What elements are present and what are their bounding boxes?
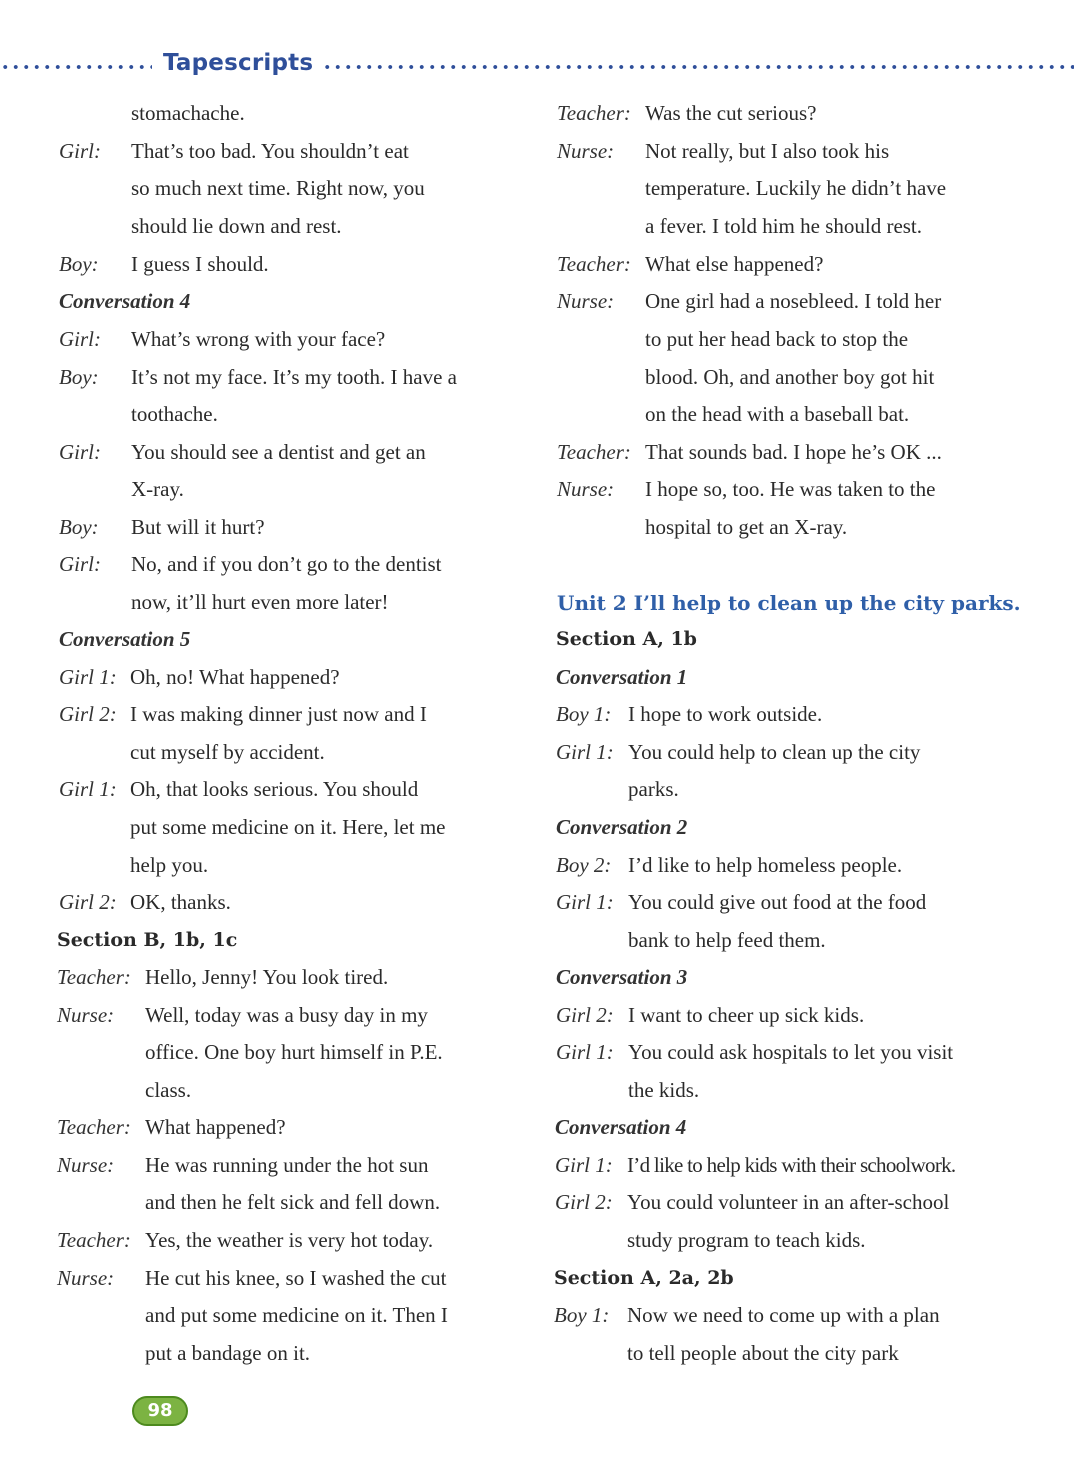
- dialogue-line: I’d like to help kids with their schoolwork.: [627, 1153, 956, 1177]
- dialogue-line: It’s not my face. It’s my tooth. I have a: [131, 365, 458, 389]
- dialogue-line: and put some medicine on it. Then I: [145, 1303, 448, 1327]
- speaker-label: Nurse:: [57, 1003, 115, 1027]
- dialogue-line: You could ask hospitals to let you visit: [628, 1040, 954, 1064]
- conversation-heading: Conversation 3: [556, 965, 688, 989]
- speaker-label: Girl:: [59, 327, 101, 351]
- speaker-label: Girl 1:: [59, 665, 117, 689]
- dialogue-line: to put her head back to stop the: [645, 327, 909, 351]
- dialogue-line: study program to teach kids.: [627, 1228, 866, 1252]
- speaker-label: Teacher:: [557, 101, 631, 125]
- speaker-label: Girl 2:: [555, 1190, 613, 1214]
- dialogue-line: should lie down and rest.: [131, 214, 342, 238]
- dialogue-line: What happened?: [145, 1115, 286, 1139]
- speaker-label: Boy:: [59, 252, 99, 276]
- dialogue-line: X-ray.: [131, 477, 184, 501]
- dialogue-line: But will it hurt?: [131, 515, 265, 539]
- speaker-label: Girl 1:: [555, 1153, 613, 1177]
- speaker-label: Teacher:: [57, 965, 131, 989]
- section-heading: Section A, 1b: [556, 628, 697, 650]
- speaker-label: Teacher:: [557, 440, 631, 464]
- header-dots-right: [322, 64, 1074, 70]
- dialogue-line: Yes, the weather is very hot today.: [145, 1228, 434, 1252]
- speaker-label: Nurse:: [57, 1266, 115, 1290]
- conversation-heading: Conversation 4: [555, 1115, 687, 1139]
- speaker-label: Boy:: [59, 365, 99, 389]
- dialogue-line: toothache.: [131, 402, 218, 426]
- dialogue-line: and then he felt sick and fell down.: [145, 1190, 441, 1214]
- speaker-label: Girl 2:: [59, 890, 117, 914]
- speaker-label: Girl:: [59, 552, 101, 576]
- dialogue-line: You should see a dentist and get an: [131, 440, 426, 464]
- dialogue-line: parks.: [628, 777, 679, 801]
- speaker-label: Nurse:: [557, 477, 615, 501]
- speaker-label: Boy 1:: [554, 1303, 610, 1327]
- speaker-label: Teacher:: [57, 1115, 131, 1139]
- dialogue-line: hospital to get an X-ray.: [645, 515, 848, 539]
- dialogue-line: stomachache.: [131, 101, 245, 125]
- conversation-heading: Conversation 1: [556, 665, 688, 689]
- speaker-label: Girl 1:: [556, 890, 614, 914]
- dialogue-line: so much next time. Right now, you: [131, 176, 425, 200]
- dialogue-line: bank to help feed them.: [628, 928, 826, 952]
- dialogue-line: OK, thanks.: [130, 890, 231, 914]
- dialogue-line: office. One boy hurt himself in P.E.: [145, 1040, 443, 1064]
- dialogue-line: I guess I should.: [131, 252, 269, 276]
- dialogue-line: I’d like to help homeless people.: [628, 853, 903, 877]
- dialogue-line: on the head with a baseball bat.: [645, 402, 910, 426]
- dialogue-line: class.: [145, 1078, 192, 1102]
- unit-title: Unit 2 I’ll help to clean up the city parks.: [557, 591, 1021, 615]
- dialogue-line: Not really, but I also took his: [645, 139, 890, 163]
- speaker-label: Girl:: [59, 139, 101, 163]
- speaker-label: Boy 2:: [556, 853, 612, 877]
- conversation-heading: Conversation 5: [59, 627, 191, 651]
- dialogue-line: Was the cut serious?: [645, 101, 817, 125]
- dialogue-line: I was making dinner just now and I: [130, 702, 427, 726]
- running-header: [0, 50, 1080, 84]
- speaker-label: Nurse:: [557, 289, 615, 313]
- dialogue-line: You could give out food at the food: [628, 890, 927, 914]
- dialogue-line: That sounds bad. I hope he’s OK ...: [645, 440, 942, 464]
- dialogue-line: temperature. Luckily he didn’t have: [645, 176, 947, 200]
- dialogue-line: He cut his knee, so I washed the cut: [145, 1266, 447, 1290]
- speaker-label: Nurse:: [57, 1153, 115, 1177]
- dialogue-line: I hope to work outside.: [628, 702, 823, 726]
- speaker-label: Girl 2:: [556, 1003, 614, 1027]
- speaker-label: Girl 1:: [556, 740, 614, 764]
- speaker-label: Girl:: [59, 440, 101, 464]
- dialogue-line: help you.: [130, 853, 209, 877]
- dialogue-line: put a bandage on it.: [145, 1341, 311, 1365]
- dialogue-line: Oh, that looks serious. You should: [130, 777, 419, 801]
- speaker-label: Teacher:: [57, 1228, 131, 1252]
- speaker-label: Boy:: [59, 515, 99, 539]
- speaker-label: Boy 1:: [556, 702, 612, 726]
- dialogue-line: the kids.: [628, 1078, 700, 1102]
- speaker-label: Girl 1:: [556, 1040, 614, 1064]
- speaker-label: Girl 1:: [59, 777, 117, 801]
- dialogue-line: put some medicine on it. Here, let me: [130, 815, 446, 839]
- dialogue-line: I hope so, too. He was taken to the: [645, 477, 936, 501]
- page-number-badge: 98: [132, 1396, 188, 1426]
- dialogue-line: What else happened?: [645, 252, 824, 276]
- dialogue-line: He was running under the hot sun: [145, 1153, 429, 1177]
- dialogue-line: a fever. I told him he should rest.: [645, 214, 923, 238]
- dialogue-line: No, and if you don’t go to the dentist: [131, 552, 442, 576]
- dialogue-line: Now we need to come up with a plan: [627, 1303, 940, 1327]
- dialogue-line: That’s too bad. You shouldn’t eat: [131, 139, 409, 163]
- speaker-label: Teacher:: [557, 252, 631, 276]
- dialogue-line: Well, today was a busy day in my: [145, 1003, 428, 1027]
- header-dots-left: [0, 64, 152, 70]
- conversation-heading: Conversation 4: [59, 289, 191, 313]
- speaker-label: Girl 2:: [59, 702, 117, 726]
- dialogue-line: One girl had a nosebleed. I told her: [645, 289, 942, 313]
- section-heading: Section B, 1b, 1c: [57, 929, 238, 951]
- conversation-heading: Conversation 2: [556, 815, 688, 839]
- dialogue-line: What’s wrong with your face?: [131, 327, 386, 351]
- dialogue-line: to tell people about the city park: [627, 1341, 899, 1365]
- dialogue-line: You could help to clean up the city: [628, 740, 921, 764]
- dialogue-line: now, it’ll hurt even more later!: [131, 590, 389, 614]
- dialogue-line: cut myself by accident.: [130, 740, 325, 764]
- dialogue-line: You could volunteer in an after-school: [627, 1190, 950, 1214]
- page-section-title: Tapescripts: [163, 50, 314, 76]
- speaker-label: Nurse:: [557, 139, 615, 163]
- section-heading: Section A, 2a, 2b: [554, 1267, 734, 1289]
- dialogue-line: I want to cheer up sick kids.: [628, 1003, 865, 1027]
- dialogue-line: Hello, Jenny! You look tired.: [145, 965, 389, 989]
- dialogue-line: Oh, no! What happened?: [130, 665, 340, 689]
- dialogue-line: blood. Oh, and another boy got hit: [645, 365, 935, 389]
